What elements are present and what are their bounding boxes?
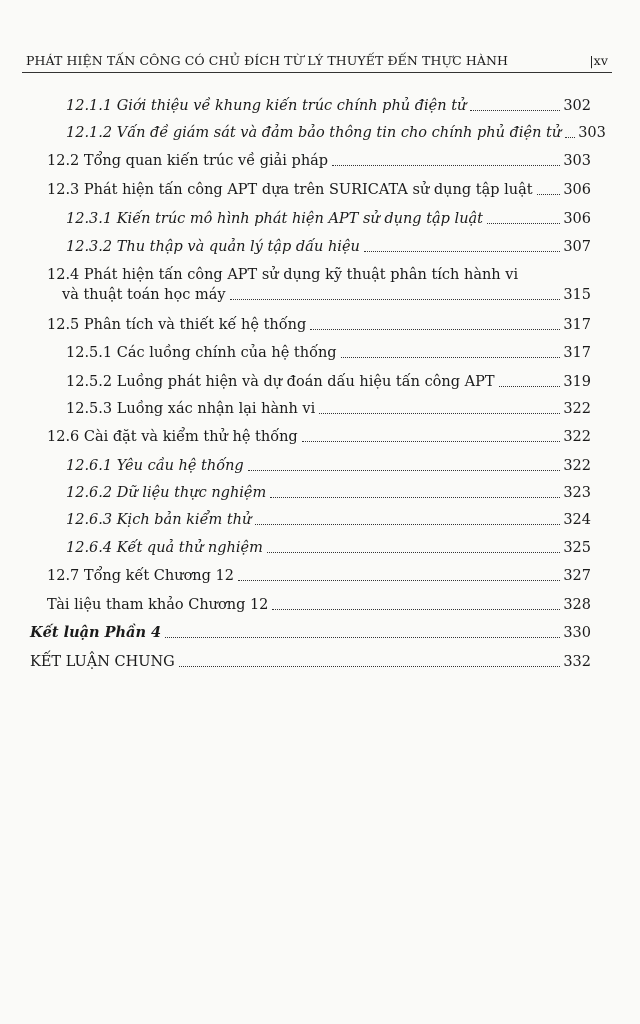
toc-entry-page: 319: [563, 374, 591, 390]
toc-entry[interactable]: [30, 624, 591, 642]
toc-entry[interactable]: [47, 428, 591, 446]
toc-entry-label: 12.7 Tổng kết Chương 12: [47, 568, 234, 584]
toc-entry-label: 12.2 Tổng quan kiến trúc về giải pháp: [47, 153, 329, 169]
toc-entry-page: 330: [563, 625, 591, 641]
toc-entry-page: 306: [563, 182, 591, 198]
toc-entry[interactable]: [66, 210, 591, 228]
toc-entry-page: 322: [563, 429, 591, 445]
toc-entry[interactable]: [30, 653, 591, 671]
toc-entry-label: 12.1.1 Giới thiệu về khung kiến trúc chính phủ điện tử: [66, 98, 467, 114]
toc-entry-label: 12.5.3 Luồng xác nhận lại hành vi: [66, 401, 316, 417]
leader-dots: [499, 386, 561, 387]
toc-entry-label: 12.6 Cài đặt và kiểm thử hệ thống: [47, 429, 298, 445]
leader-dots: [310, 329, 560, 330]
leader-dots: [565, 137, 575, 138]
toc-entry-first-line[interactable]: 12.4 Phát hiện tấn công APT sử dụng kỹ thuật phân tích hành vi: [47, 267, 519, 283]
toc-entry-label: và thuật toán học máy: [62, 287, 226, 303]
toc-entry-label: 12.6.3 Kịch bản kiểm thử: [66, 512, 252, 528]
toc-entry-label: 12.6.4 Kết quả thử nghiệm: [66, 540, 263, 556]
leader-dots: [267, 552, 560, 553]
toc-entry-page: 303: [563, 153, 591, 169]
toc-entry-page: 327: [563, 568, 591, 584]
toc-entry[interactable]: [66, 97, 591, 115]
toc-entry-page: 323: [563, 485, 591, 501]
page-number: |xv: [589, 53, 608, 68]
toc-entry-page: 303: [578, 125, 606, 141]
toc-entry[interactable]: [66, 373, 591, 391]
toc-entry-page: 315: [563, 287, 591, 303]
leader-dots: [319, 413, 560, 414]
toc-entry[interactable]: [47, 316, 591, 334]
toc-entry[interactable]: [66, 238, 591, 256]
toc-entry[interactable]: [47, 181, 591, 199]
toc-entry[interactable]: [66, 124, 606, 142]
leader-dots: [487, 223, 560, 224]
leader-dots: [341, 357, 561, 358]
leader-dots: [537, 194, 561, 195]
toc-entry[interactable]: [47, 567, 591, 585]
toc-entry-label: 12.5.2 Luồng phát hiện và dự đoán dấu hiệu tấn công APT: [66, 374, 495, 390]
running-header: [22, 50, 612, 73]
toc-entry-label: 12.3.1 Kiến trúc mô hình phát hiện APT sử dụng tập luật: [66, 211, 484, 227]
leader-dots: [364, 251, 560, 252]
leader-dots: [230, 299, 561, 300]
toc-entry[interactable]: [66, 539, 591, 557]
leader-dots: [179, 666, 561, 667]
toc-entry-page: 307: [563, 239, 591, 255]
toc-entry-label: 12.1.2 Vấn đề giám sát và đảm bảo thông tin cho chính phủ điện tử: [66, 125, 562, 141]
toc-entry-label: 12.3.2 Thu thập và quản lý tập dấu hiệu: [66, 239, 360, 255]
leader-dots: [270, 497, 560, 498]
toc-entry-label: Tài liệu tham khảo Chương 12: [47, 597, 269, 613]
toc-entry[interactable]: [66, 344, 591, 362]
toc-entry[interactable]: [62, 286, 591, 304]
toc-entry-page: 302: [563, 98, 591, 114]
toc-entry-page: 317: [563, 345, 591, 361]
toc-entry-page: 328: [563, 597, 591, 613]
toc-entry-page: 306: [563, 211, 591, 227]
leader-dots: [248, 470, 561, 471]
toc-entry-label: Kết luận Phần 4: [30, 624, 162, 641]
leader-dots: [332, 165, 560, 166]
toc-entry-label: 12.6.1 Yêu cầu hệ thống: [66, 458, 244, 474]
leader-dots: [470, 110, 560, 111]
toc-entry-page: 332: [563, 654, 591, 670]
toc-entry-label: 12.5 Phân tích và thiết kế hệ thống: [47, 317, 307, 333]
toc-entry-page: 322: [563, 458, 591, 474]
toc-entry[interactable]: [66, 457, 591, 475]
toc-entry[interactable]: [66, 511, 591, 529]
leader-dots: [272, 609, 560, 610]
toc-entry-page: 322: [563, 401, 591, 417]
toc-entry[interactable]: [66, 400, 591, 418]
toc-entry-label: 12.6.2 Dữ liệu thực nghiệm: [66, 485, 267, 501]
leader-dots: [165, 637, 560, 638]
leader-dots: [302, 441, 561, 442]
toc-entry-label: KẾT LUẬN CHUNG: [30, 654, 175, 670]
toc-entry[interactable]: [47, 596, 591, 614]
toc-entry[interactable]: [66, 484, 591, 502]
toc-entry[interactable]: [47, 152, 591, 170]
leader-dots: [238, 580, 560, 581]
toc-entry-page: 317: [563, 317, 591, 333]
book-title: PHÁT HIỆN TẤN CÔNG CÓ CHỦ ĐÍCH TỪ LÝ THUYẾT ĐẾN THỰC HÀNH: [26, 53, 508, 68]
toc-entry-page: 324: [563, 512, 591, 528]
toc-entry-label: 12.3 Phát hiện tấn công APT dựa trên SURICATA sử dụng tập luật: [47, 182, 533, 198]
leader-dots: [255, 524, 560, 525]
toc-entry-label: 12.5.1 Các luồng chính của hệ thống: [66, 345, 337, 361]
toc-entry-page: 325: [563, 540, 591, 556]
